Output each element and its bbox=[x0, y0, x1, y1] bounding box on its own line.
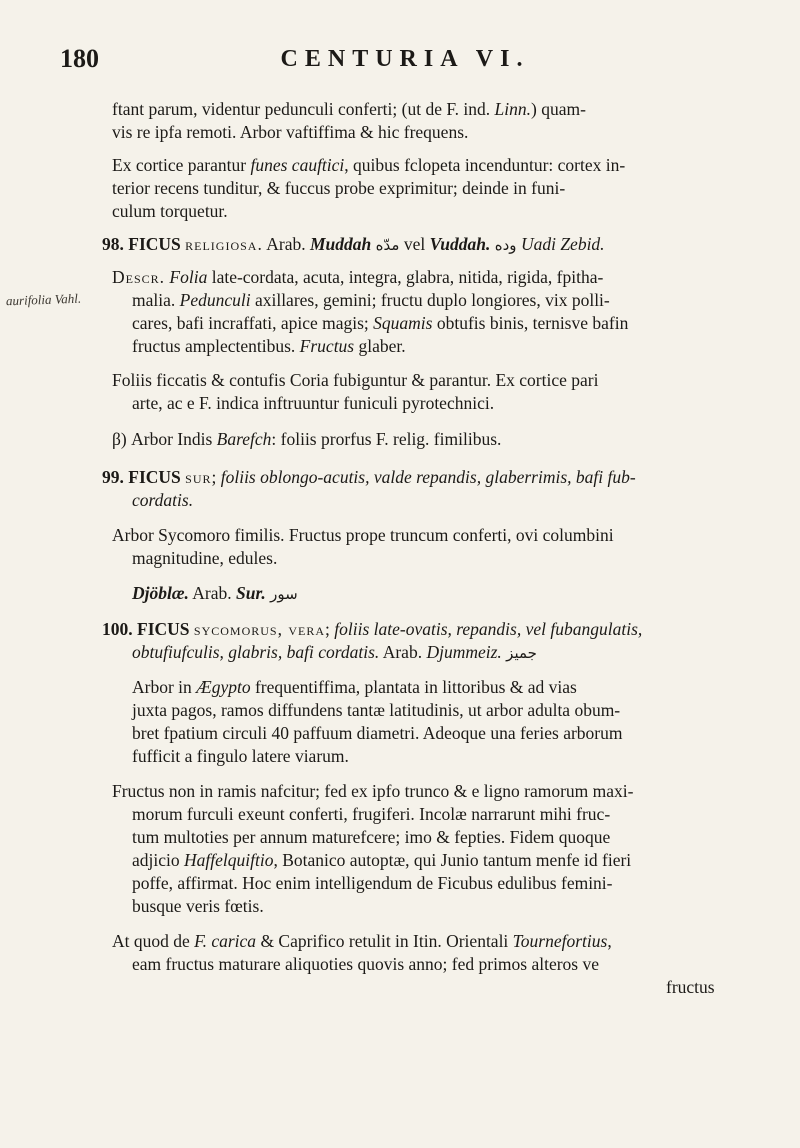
text-line: Arbor in Ægypto frequentiffima, plantata in littoribus & ad vias bbox=[132, 677, 577, 697]
text-line: obtufiufculis, glabris, bafi cordatis. Arab. Djummeiz. جميز bbox=[132, 642, 537, 662]
text-line: magnitudine, edules. bbox=[132, 548, 278, 568]
text-line: At quod de F. carica & Caprifico retulit in Itin. Orientali Tournefortius, bbox=[112, 931, 612, 951]
text-line: Ex cortice parantur funes cauftici, quibus fclopeta incenduntur: cortex in- bbox=[112, 155, 626, 175]
text-line: adjicio Haffelquiftio, Botanico autoptæ, qui Junio tantum menfe id fieri bbox=[132, 850, 632, 870]
page-number: 180 bbox=[60, 44, 99, 73]
description-line: Descr. Folia late-cordata, acuta, integra, glabra, nitida, rigida, fpitha- bbox=[112, 267, 604, 287]
text-line: terior recens tunditur, & fuccus probe exprimitur; deinde in funi- bbox=[112, 178, 566, 198]
text-line: juxta pagos, ramos diffundens tantæ latitudinis, ut arbor adulta obum- bbox=[132, 700, 621, 720]
page-header bbox=[60, 40, 750, 80]
text-line: Arbor Sycomoro fimilis. Fructus prope truncum conferti, ovi columbini bbox=[112, 525, 614, 545]
text-line: vis re ipfa remoti. Arbor vaftiffima & hic frequens. bbox=[112, 122, 469, 142]
text-line: Foliis ficcatis & contufis Coria fubiguntur & parantur. Ex cortice pari bbox=[112, 370, 599, 390]
text-line: cordatis. bbox=[132, 490, 194, 510]
description-line: malia. Pedunculi axillares, gemini; fructu duplo longiores, vix polli- bbox=[132, 290, 610, 310]
text-line: morum furculi exeunt conferti, frugiferi. Incolæ narrarunt mihi fruc- bbox=[132, 804, 611, 824]
text-line: fufficit a fingulo latere viarum. bbox=[132, 746, 349, 766]
text-line: poffe, affirmat. Hoc enim intelligendum de Ficubus edulibus femini- bbox=[132, 873, 613, 893]
text-line: busque veris fœtis. bbox=[132, 896, 264, 916]
vernacular-line: Djöblæ. Arab. Sur. سور bbox=[132, 583, 298, 603]
species-heading-100: 100. FICUS sycomorus, vera; foliis late-ovatis, repandis, vel fubangulatis, bbox=[102, 619, 643, 639]
description-line: fructus amplectentibus. Fructus glaber. bbox=[132, 336, 406, 356]
text-line: eam fructus maturare aliquoties quovis anno; fed primos alteros ve bbox=[132, 954, 600, 974]
text-line: culum torquetur. bbox=[112, 201, 228, 221]
variety-beta: β) Arbor Indis Barefch: foliis prorfus F. relig. fimilibus. bbox=[112, 429, 502, 449]
text-line: bret fpatium circuli 40 paffuum diametri. Adeoque una feries arborum bbox=[132, 723, 623, 743]
description-line: cares, bafi incraffati, apice magis; Squamis obtufis binis, ternisve bafin bbox=[132, 313, 629, 333]
text-line: ftant parum, videntur pedunculi conferti; (ut de F. ind. Linn.) quam- bbox=[112, 99, 586, 119]
catchword: fructus bbox=[666, 977, 715, 997]
species-heading-99: 99. FICUS sur; foliis oblongo-acutis, valde repandis, glaberrimis, bafi fub- bbox=[102, 467, 636, 487]
text-line: Fructus non in ramis nafcitur; fed ex ipfo trunco & e ligno ramorum maxi- bbox=[112, 781, 634, 801]
running-head: CENTURIA VI. bbox=[280, 46, 530, 72]
species-heading-98: 98. FICUS religiosa. Arab. Muddah مدّه vel Vuddah. وده Uadi Zebid. bbox=[102, 234, 605, 254]
handwritten-margin-note: aurifolia Vahl. bbox=[5, 290, 82, 309]
text-line: tum multoties per annum maturefcere; imo & fepties. Fidem quoque bbox=[132, 827, 611, 847]
text-line: arte, ac e F. indica inftruuntur funiculi pyrotechnici. bbox=[132, 393, 495, 413]
